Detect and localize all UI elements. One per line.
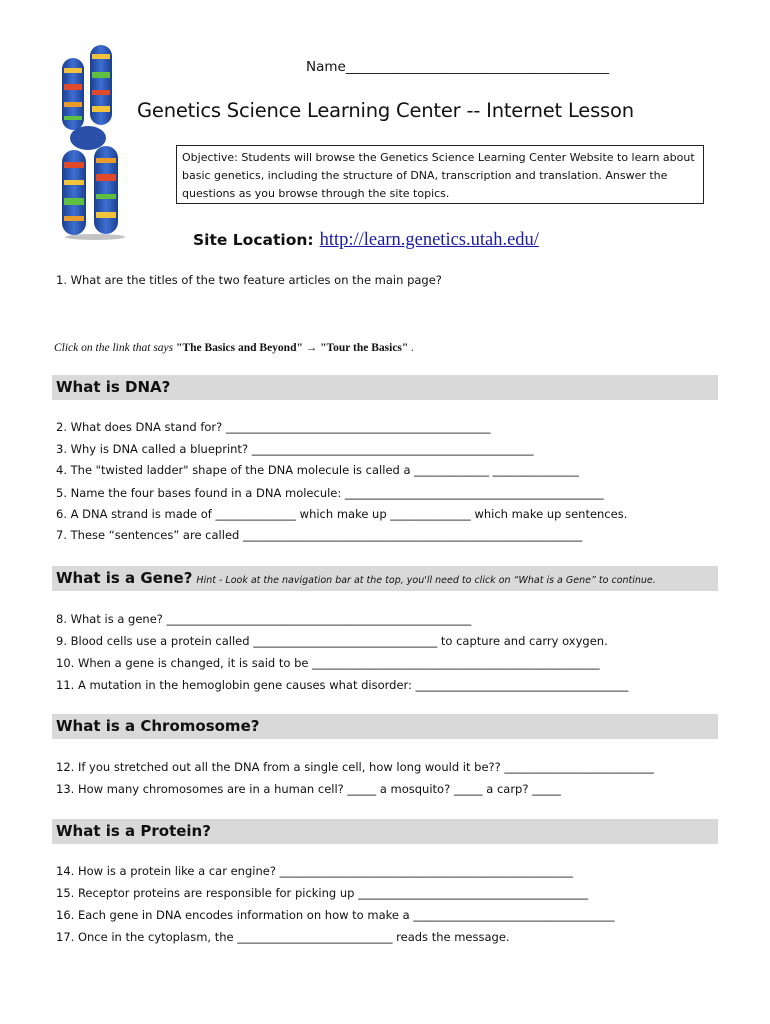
chromosome-illustration xyxy=(50,40,150,240)
question-7: 7. These “sentences” are called ___________________________________________________________ xyxy=(56,528,583,542)
question-9: 9. Blood cells use a protein called ________________________________ to capture and carry oxygen. xyxy=(56,634,608,648)
instruction-pre: Click on the link that says xyxy=(54,342,177,354)
question-1: 1. What are the titles of the two feature articles on the main page? xyxy=(56,273,442,287)
question-11: 11. A mutation in the hemoglobin gene causes what disorder: _____________________________________ xyxy=(56,678,629,692)
question-2: 2. What does DNA stand for? ______________________________________________ xyxy=(56,420,491,434)
question-15: 15. Receptor proteins are responsible for picking up ________________________________________ xyxy=(56,886,589,900)
section-header-dna xyxy=(52,375,718,400)
section-header-gene xyxy=(52,566,718,591)
question-3: 3. Why is DNA called a blueprint? _________________________________________________ xyxy=(56,442,534,456)
question-6: 6. A DNA strand is made of ______________ which make up ______________ which make up sentences. xyxy=(56,507,628,521)
section-title-chromosome: What is a Chromosome? xyxy=(56,717,260,735)
question-12: 12. If you stretched out all the DNA from a single cell, how long would it be?? __________________________ xyxy=(56,760,654,774)
instruction-post: . xyxy=(408,342,415,354)
section-header-protein xyxy=(52,819,718,844)
site-location xyxy=(193,230,539,251)
site-url-link[interactable]: http://learn.genetics.utah.edu/ xyxy=(319,230,539,250)
section-title-gene xyxy=(56,569,656,587)
question-8: 8. What is a gene? _____________________________________________________ xyxy=(56,612,472,626)
question-5: 5. Name the four bases found in a DNA molecule: _____________________________________________ xyxy=(56,486,604,500)
section-title-gene-text: What is a Gene? xyxy=(56,569,193,587)
gene-hint: Hint - Look at the navigation bar at the top, you'll need to click on “What is a Gene” to continue. xyxy=(196,575,656,586)
name-field-line: Name_______________________________________ xyxy=(306,59,610,75)
objective-box: Objective: Students will browse the Genetics Science Learning Center Website to learn about basic genetics, including the structure of DNA, transcription and translation. Answer the questions as you browse through the site topics. xyxy=(176,145,704,204)
basics-and-beyond-link: "The Basics and Beyond" xyxy=(176,342,303,354)
question-10: 10. When a gene is changed, it is said to be __________________________________________________ xyxy=(56,656,600,670)
question-4: 4. The "twisted ladder" shape of the DNA molecule is called a _____________ _______________ xyxy=(56,463,579,477)
question-14: 14. How is a protein like a car engine? ___________________________________________________ xyxy=(56,864,573,878)
page-title: Genetics Science Learning Center -- Internet Lesson xyxy=(137,99,634,122)
question-13: 13. How many chromosomes are in a human cell? _____ a mosquito? _____ a carp? _____ xyxy=(56,782,561,796)
tour-the-basics-link: "Tour the Basics" xyxy=(320,342,409,354)
section-header-chromosome xyxy=(52,714,718,739)
arrow-icon: → xyxy=(302,342,321,354)
section-title-protein: What is a Protein? xyxy=(56,822,211,840)
site-location-label: Site Location: xyxy=(193,231,314,249)
section-title-dna: What is DNA? xyxy=(56,378,171,396)
question-17: 17. Once in the cytoplasm, the ___________________________ reads the message. xyxy=(56,930,510,944)
question-16: 16. Each gene in DNA encodes information on how to make a ___________________________________ xyxy=(56,908,615,922)
instruction-text xyxy=(54,342,414,354)
